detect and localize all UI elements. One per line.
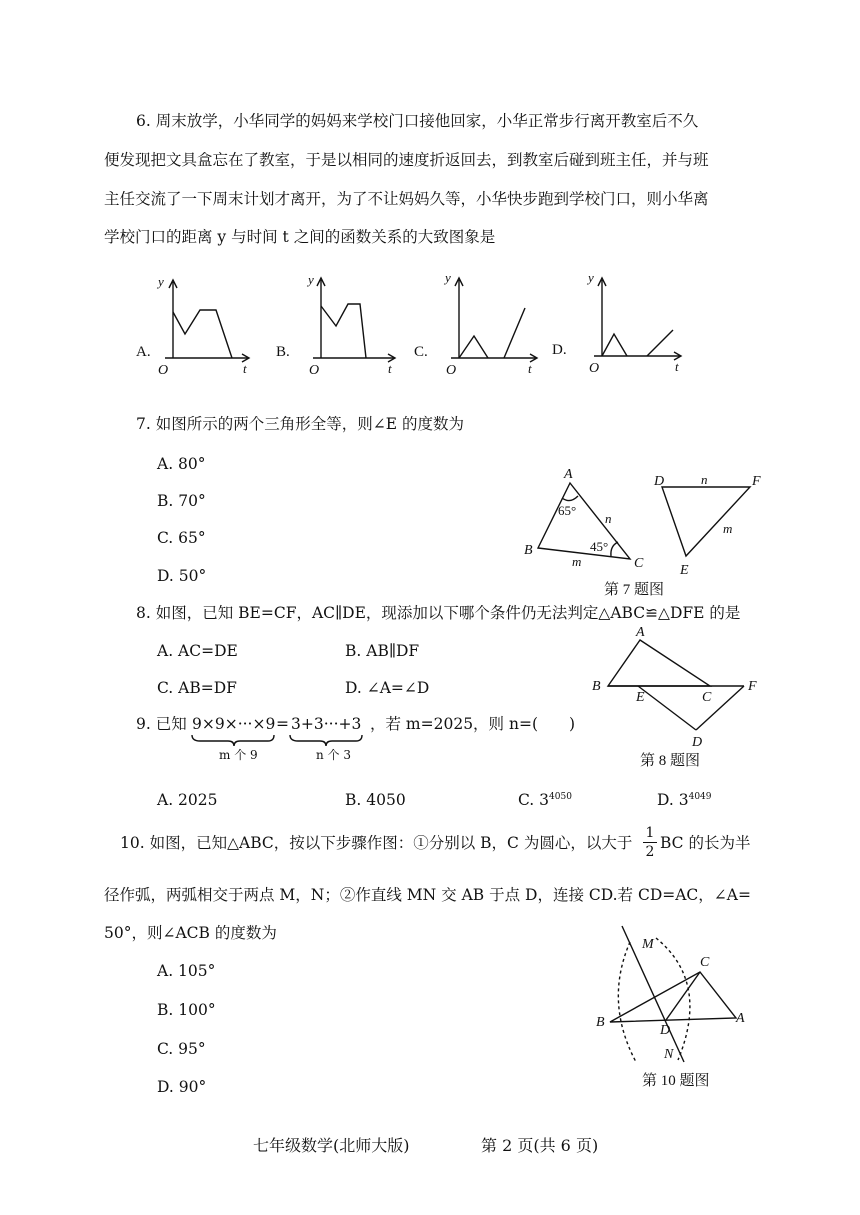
q7-option-c: C. 65° <box>157 529 206 547</box>
q8-option-c: C. AB=DF <box>157 679 237 697</box>
q10-label-c: C <box>700 955 710 970</box>
q9-equals: = <box>276 715 289 733</box>
q8-label-a: A <box>636 625 645 640</box>
q7-angle-a: 65° <box>558 503 577 518</box>
q6-graph-d <box>550 268 690 380</box>
q8-label-c: C <box>702 690 712 705</box>
q10-label-m: M <box>642 937 654 952</box>
q6-c-y-label: y <box>445 270 451 285</box>
q7-label-e: E <box>680 563 689 578</box>
q8-stem: 8. 如图，已知 BE=CF，AC∥DE，现添加以下哪个条件仍无法判定△ABC≌△DFE 的是 <box>136 604 741 622</box>
q6-d-t-label: t <box>675 359 679 374</box>
q6-option-d-letter: D. <box>552 342 567 358</box>
q6-a-y-label: y <box>158 274 164 289</box>
q9-suffix: ，若 m=2025，则 n=( ) <box>370 715 576 733</box>
q6-graph-c <box>412 268 542 380</box>
q10-caption: 第 10 题图 <box>642 1073 710 1089</box>
q6-c-t-label: t <box>528 361 532 376</box>
q10-frac-den: 2 <box>645 844 655 860</box>
q7-angle-c: 45° <box>590 539 609 554</box>
q7-figure <box>510 460 780 600</box>
q9-product: 9×9×···×9 <box>192 715 276 733</box>
q7-side-df: n <box>701 472 708 487</box>
q9-under-product: m 个 9 <box>219 748 258 762</box>
q10-label-n: N <box>664 1047 674 1062</box>
q7-stem: 7. 如图所示的两个三角形全等，则∠E 的度数为 <box>136 415 464 433</box>
q10-label-a: A <box>736 1011 745 1026</box>
q8-option-d: D. ∠A=∠D <box>345 679 430 697</box>
q8-option-a: A. AC=DE <box>157 642 238 660</box>
q6-c-origin: O <box>446 363 457 378</box>
footer-page: 第 2 页(共 6 页) <box>481 1136 599 1155</box>
q8-option-b: B. AB∥DF <box>345 642 420 660</box>
q7-label-d: D <box>654 474 665 489</box>
q7-caption: 第 7 题图 <box>604 582 665 598</box>
q9-option-c-exponent: 4050 <box>549 792 572 802</box>
q7-label-a: A <box>564 467 573 482</box>
q6-option-a-letter: A. <box>136 344 151 360</box>
q9-under-sum: n 个 3 <box>316 748 351 762</box>
q10-line-2: 径作弧，两弧相交于两点 M，N；②作直线 MN 交 AB 于点 D，连接 CD.若 CD=AC，∠A= <box>104 886 751 904</box>
q9-option-a: A. 2025 <box>157 791 218 809</box>
q10-line-3: 50°，则∠ACB 的度数为 <box>104 924 277 942</box>
q7-option-d: D. 50° <box>157 567 207 585</box>
q10-figure <box>590 922 770 1092</box>
q8-label-d: D <box>692 735 703 750</box>
q10-line-1b: BC 的长为半 <box>660 834 751 852</box>
q10-label-b: B <box>596 1015 605 1030</box>
q6-b-t-label: t <box>388 361 392 376</box>
q6-option-c-letter: C. <box>414 344 428 360</box>
q6-graph-a <box>130 270 260 380</box>
q6-line-4: 学校门口的距离 y 与时间 t 之间的函数关系的大致图象是 <box>104 228 496 246</box>
q7-label-b: B <box>524 543 533 558</box>
q9-option-b: B. 4050 <box>345 791 406 809</box>
q7-option-a: A. 80° <box>157 455 206 473</box>
q10-label-d: D <box>660 1023 671 1038</box>
q9-option-c: C. $3^{4050}$ <box>518 791 572 810</box>
q8-label-f: F <box>748 679 757 694</box>
q6-d-y-label: y <box>588 270 594 285</box>
q7-side-ac: n <box>605 511 612 526</box>
q7-side-bc: m <box>572 554 582 569</box>
q9-sum: 3+3···+3 <box>291 715 362 733</box>
q9-option-d-exponent: 4049 <box>688 792 712 802</box>
q6-d-origin: O <box>589 361 600 376</box>
q8-caption: 第 8 题图 <box>640 753 701 769</box>
q6-graph-b <box>276 270 406 380</box>
q6-line-3: 主任交流了一下周末计划才离开，为了不让妈妈久等，小华快步跑到学校门口，则小华离 <box>104 190 709 208</box>
q6-option-b-letter: B. <box>276 344 290 360</box>
q6-line-1: 6. 周末放学，小华同学的妈妈来学校门口接他回家，小华正常步行离开教室后不久 <box>136 112 699 130</box>
q9-prefix: 9. 已知 <box>136 715 187 733</box>
q6-b-origin: O <box>309 363 320 378</box>
q10-option-a: A. 105° <box>157 962 216 980</box>
q10-option-c: C. 95° <box>157 1040 206 1058</box>
q10-line-1a: 10. 如图，已知△ABC，按以下步骤作图：①分别以 B，C 为圆心，以大于 <box>120 834 633 852</box>
q6-line-2: 便发现把文具盒忘在了教室，于是以相同的速度折返回去，到教室后碰到班主任，并与班 <box>104 151 709 169</box>
q10-option-b: B. 100° <box>157 1001 216 1019</box>
q8-figure <box>588 622 778 772</box>
q8-label-b: B <box>592 679 601 694</box>
q7-label-c: C <box>634 556 644 571</box>
q7-label-f: F <box>752 474 761 489</box>
q6-b-y-label: y <box>308 272 314 287</box>
q8-label-e: E <box>636 690 645 705</box>
q10-option-d: D. 90° <box>157 1078 207 1096</box>
q6-a-origin: O <box>158 363 169 378</box>
q10-frac-num: 1 <box>645 825 655 841</box>
q9-option-d: D. $3^{4049}$ <box>657 791 712 810</box>
q7-option-b: B. 70° <box>157 492 206 510</box>
q7-side-ef: m <box>723 521 733 536</box>
q10-fraction <box>643 826 657 859</box>
footer-subject: 七年级数学(北师大版) <box>253 1136 410 1155</box>
q6-a-t-label: t <box>243 361 247 376</box>
